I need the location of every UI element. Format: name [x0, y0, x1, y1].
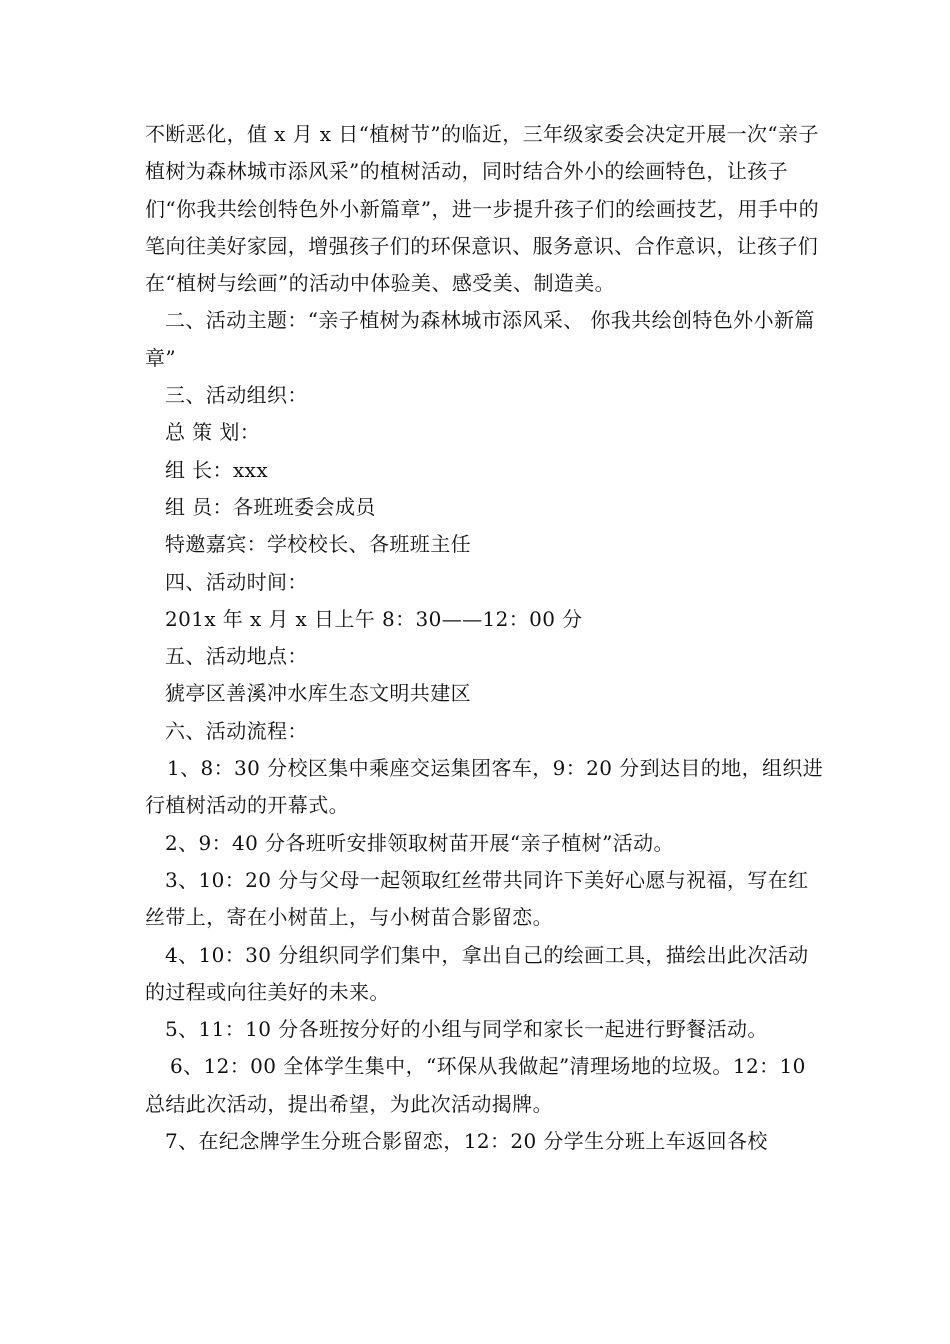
flow-step-1: 1、8：30 分校区集中乘座交运集团客车，9：20 分到达目的地，组织进行植树活动的开幕式。 [145, 756, 824, 818]
flow-heading: 六、活动流程： [165, 718, 308, 743]
flow-step-4: 4、10：30 分组织同学们集中，拿出自己的绘画工具，描绘出此次活动的过程或向往美好的未来。 [145, 942, 809, 1004]
flow-step-3: 3、10：20 分与父母一起领取红丝带共同许下美好心愿与祝福，写在红丝带上，寄在小树苗上，与小树苗合影留恋。 [145, 867, 809, 930]
theme-paragraph: 二、活动主题：“亲子植树为森林城市添风采、 你我共绘创特色外小新篇章” [145, 308, 815, 370]
place-heading: 五、活动地点： [165, 644, 308, 669]
flow-step-6: 6、12：00 全体学生集中，“环保从我做起”清理场地的垃圾。12：10 总结此次活动，提出希望，为此次活动揭牌。 [145, 1054, 806, 1116]
members-line: 组 员：各班班委会成员 [165, 494, 376, 519]
document-body [145, 116, 825, 1160]
guests-line: 特邀嘉宾：学校校长、各班班主任 [165, 532, 471, 557]
flow-step-5: 5、11：10 分各班按分好的小组与同学和家长一起进行野餐活动。 [165, 1017, 768, 1042]
time-line: 201x 年 x 月 x 日上午 8：30——12：00 分 [165, 606, 583, 631]
intro-paragraph: 不断恶化，值 x 月 x 日“植树节”的临近，三年级家委会决定开展一次“亲子植树为森林城市添风采”的植树活动，同时结合外小的绘画特色，让孩子们“你我共绘创特色外小新篇章”，进一步提升孩子们的绘画技艺，用手中的笔向往美好家园，增强孩子们的环保意识、服务意识、合作意识，让孩子们在“植树与绘画”的活动中体验美、感受美、制造美。 [145, 122, 820, 296]
place-line: 猇亭区善溪冲水库生态文明共建区 [165, 681, 471, 706]
planner-line: 总 策 划： [165, 420, 261, 445]
leader-line: 组 长：xxx [165, 457, 268, 482]
flow-step-7: 7、在纪念牌学生分班合影留恋，12：20 分学生分班上车返回各校 [165, 1129, 768, 1154]
time-heading: 四、活动时间： [165, 569, 308, 594]
organization-heading: 三、活动组织： [165, 383, 308, 408]
flow-step-2: 2、9：40 分各班听安排领取树苗开展“亲子植树”活动。 [165, 830, 674, 855]
